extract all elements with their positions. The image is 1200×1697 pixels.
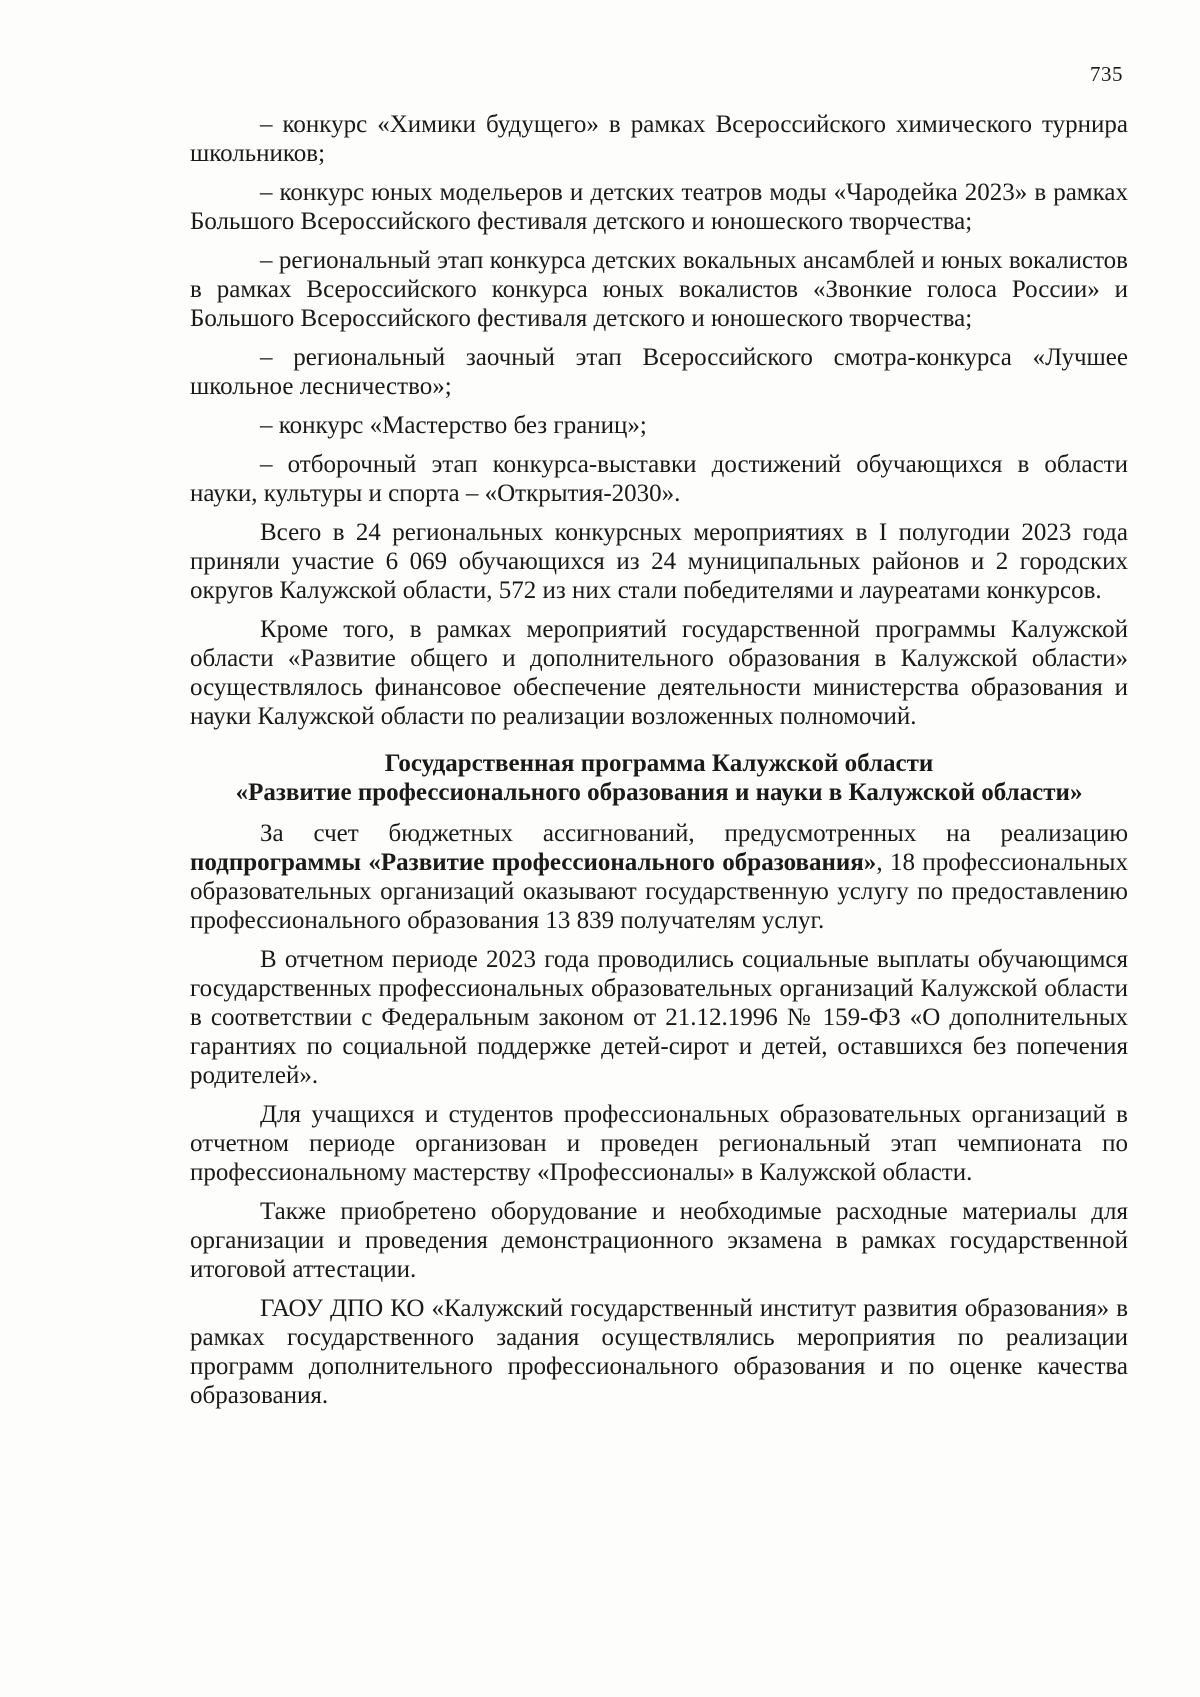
paragraph-social-payments: В отчетном периоде 2023 года проводились социальные выплаты обучающимся государственных профессиональных образовательных организаций Калужской области в соответствии с Федеральным законом от 21.12.1996 № 159-ФЗ «О дополнительных гарантиях по социальной поддержке детей-сирот и детей, оставшихся без попечения родителей». [190,946,1128,1089]
paragraph-championship: Для учащихся и студентов профессиональных образовательных организаций в отчетном периоде организован и проведен региональный этап чемпионата по профессиональному мастерству «Профессионалы» в Калужской области. [190,1101,1128,1186]
list-item: – отборочный этап конкурса-выставки достижений обучающихся в области науки, культуры и спорта – «Открытия-2030». [190,451,1128,507]
paragraph-financial-support: Кроме того, в рамках мероприятий государственной программы Калужской области «Развитие общего и дополнительного образования в Калужской области» осуществлялось финансовое обеспечение деятельности министерства образования и науки Калужской области по реализации возложенных полномочий. [190,616,1128,730]
section-heading [190,749,1128,807]
list-item: – региональный заочный этап Всероссийского смотра-конкурса «Лучшее школьное лесничество»; [190,344,1128,400]
paragraph-equipment: Также приобретено оборудование и необходимые расходные материалы для организации и проведения демонстрационного экзамена в рамках государственной итоговой аттестации. [190,1198,1128,1283]
paragraph-budget-subprogram: подпрограммы «Развитие профессионального образования» [190,849,877,876]
page-content [190,110,1128,1420]
paragraph-budget-rest: , 18 профессиональных образовательных организаций оказывают государственную услугу по предоставлению профессионального образования 13 839 получателям услуг. [190,849,1128,934]
section-heading-line: Государственная программа Калужской области [384,750,934,777]
list-item: – региональный этап конкурса детских вокальных ансамблей и юных вокалистов в рамках Всероссийского конкурса юных вокалистов «Звонкие голоса России» и Большого Всероссийского фестиваля детского и юношеского творчества; [190,247,1128,332]
section-heading-line: «Развитие профессионального образования и науки в Калужской области» [235,779,1083,806]
list-item: – конкурс «Химики будущего» в рамках Всероссийского химического турнира школьников; [190,111,1128,167]
list-item: – конкурс юных модельеров и детских театров моды «Чародейка 2023» в рамках Большого Всероссийского фестиваля детского и юношеского творчества; [190,179,1128,235]
paragraph-budget-lead: За счет бюджетных ассигнований, предусмотренных на реализацию [260,820,1128,847]
page-number: 735 [1090,62,1123,86]
list-item: – конкурс «Мастерство без границ»; [260,412,647,439]
paragraph-total-participants: Всего в 24 региональных конкурсных мероприятиях в I полугодии 2023 года приняли участие 6 069 обучающихся из 24 муниципальных районов и 2 городских округов Калужской области, 572 из них стали победителями и лауреатами конкурсов. [190,519,1128,604]
paragraph-budget [190,819,1128,935]
paragraph-institute: ГАОУ ДПО КО «Калужский государственный институт развития образования» в рамках государственного задания осуществлялись мероприятия по реализации программ дополнительного профессионального образования и по оценке качества образования. [190,1295,1128,1409]
